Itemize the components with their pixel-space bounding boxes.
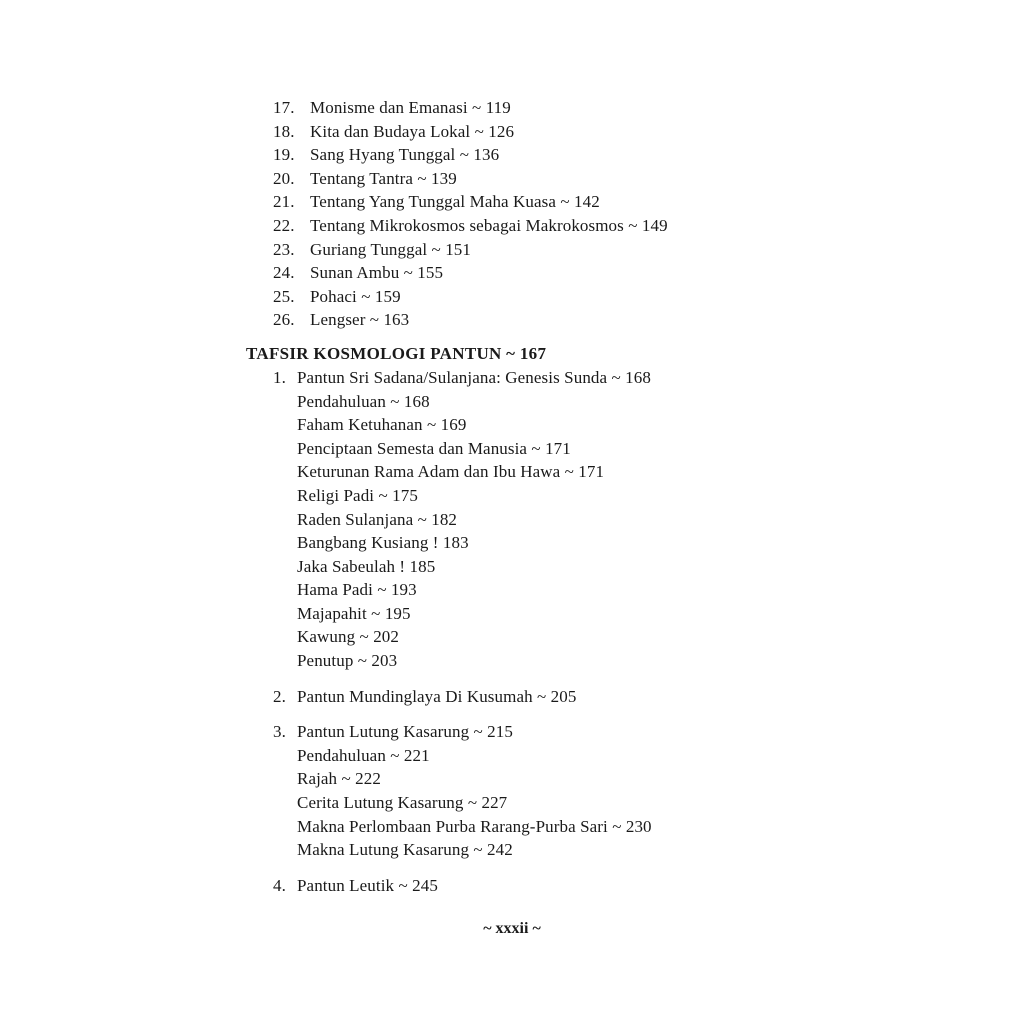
toc-subentry-title: Jaka Sabeulah ! 185 — [297, 556, 436, 576]
toc-subentry-title: Raden Sulanjana ~ 182 — [297, 509, 458, 529]
toc-subentry-title: Pendahuluan ~ 221 — [297, 745, 430, 765]
toc-chapter-title: Pantun Leutik ~ 245 — [297, 875, 438, 895]
toc-subentry — [0, 838, 1024, 862]
toc-entry-title: Sunan Ambu ~ 155 — [310, 263, 444, 283]
toc-entry — [0, 238, 1024, 262]
toc-subentry — [0, 791, 1024, 815]
toc-entry-number: 23. — [273, 239, 295, 259]
toc-chapter — [0, 720, 1024, 862]
toc-entry-number: 22. — [273, 215, 295, 235]
toc-entry-title: Pohaci ~ 159 — [310, 286, 401, 306]
toc-entry-number: 17. — [273, 98, 295, 117]
toc-subentry — [0, 767, 1024, 791]
toc-list-continued — [0, 96, 1024, 332]
toc-chapter-number: 4. — [273, 875, 286, 895]
toc-chapter-title: Pantun Sri Sadana/Sulanjana: Genesis Sunda ~ 168 — [297, 367, 651, 387]
toc-subentry — [0, 508, 1024, 532]
toc-subentry — [0, 555, 1024, 579]
toc-chapter — [0, 685, 1024, 709]
toc-subentry-title: Majapahit ~ 195 — [297, 603, 411, 623]
table-of-contents — [0, 96, 1024, 897]
toc-chapter-entry — [0, 874, 1024, 898]
toc-subentry-title: Makna Lutung Kasarung ~ 242 — [297, 840, 513, 860]
toc-subentry — [0, 578, 1024, 602]
chapter-spacer — [0, 673, 1024, 685]
toc-entry — [0, 167, 1024, 191]
toc-subentry-title: Faham Ketuhanan ~ 169 — [297, 415, 467, 435]
toc-subentry-title: Rajah ~ 222 — [297, 769, 381, 789]
toc-chapter-title: Pantun Lutung Kasarung ~ 215 — [297, 722, 513, 742]
toc-entry — [0, 285, 1024, 309]
toc-entry-number: 20. — [273, 168, 295, 188]
toc-entry-title: Kita dan Budaya Lokal ~ 126 — [310, 121, 515, 141]
toc-subentry — [0, 413, 1024, 437]
toc-entry — [0, 190, 1024, 214]
toc-chapter-number: 2. — [273, 686, 286, 706]
toc-subentry-title: Penciptaan Semesta dan Manusia ~ 171 — [297, 438, 571, 458]
toc-subentry — [0, 460, 1024, 484]
toc-subentry-title: Religi Padi ~ 175 — [297, 485, 418, 505]
toc-chapter-number: 1. — [273, 367, 286, 387]
toc-entry — [0, 143, 1024, 167]
section-heading: TAFSIR KOSMOLOGI PANTUN ~ 167 — [246, 343, 547, 363]
toc-chapter-number: 3. — [273, 722, 286, 742]
toc-chapter — [0, 366, 1024, 673]
toc-subentry — [0, 531, 1024, 555]
toc-subentry — [0, 815, 1024, 839]
toc-subentry-title: Cerita Lutung Kasarung ~ 227 — [297, 793, 508, 813]
toc-entry-number: 19. — [273, 145, 295, 165]
toc-entry-title: Tentang Tantra ~ 139 — [310, 168, 457, 188]
toc-subentry — [0, 484, 1024, 508]
toc-entry-number: 18. — [273, 121, 295, 141]
toc-entry-title: Tentang Mikrokosmos sebagai Makrokosmos ~ 149 — [310, 215, 668, 235]
toc-entry — [0, 214, 1024, 238]
chapter-spacer — [0, 708, 1024, 720]
toc-entry-title: Monisme dan Emanasi ~ 119 — [310, 98, 511, 117]
toc-entry-number: 24. — [273, 263, 295, 283]
toc-chapter-entry — [0, 720, 1024, 744]
chapter-spacer — [0, 862, 1024, 874]
toc-subentry-title: Penutup ~ 203 — [297, 651, 398, 671]
toc-subentry-title: Pendahuluan ~ 168 — [297, 391, 430, 411]
toc-subentry-title: Makna Perlombaan Purba Rarang-Purba Sari ~ 230 — [297, 816, 652, 836]
toc-entry-title: Guriang Tunggal ~ 151 — [310, 239, 472, 259]
toc-subentry — [0, 625, 1024, 649]
toc-subentry — [0, 649, 1024, 673]
toc-subentry-title: Hama Padi ~ 193 — [297, 580, 417, 600]
toc-subentry-title: Bangbang Kusiang ! 183 — [297, 533, 469, 553]
toc-entry-title: Tentang Yang Tunggal Maha Kuasa ~ 142 — [310, 192, 600, 212]
toc-subentry — [0, 744, 1024, 768]
toc-entry-title: Lengser ~ 163 — [310, 310, 410, 330]
toc-subentry — [0, 437, 1024, 461]
toc-subentry — [0, 602, 1024, 626]
toc-entry-number: 25. — [273, 286, 295, 306]
toc-chapter — [0, 874, 1024, 898]
toc-chapter-entry — [0, 685, 1024, 709]
toc-entry-number: 26. — [273, 310, 295, 330]
toc-subentry-title: Kawung ~ 202 — [297, 627, 399, 647]
toc-entry — [0, 261, 1024, 285]
toc-entry — [0, 120, 1024, 144]
page-number: ~ xxxii ~ — [483, 920, 541, 937]
toc-entry-number: 21. — [273, 192, 295, 212]
toc-entry — [0, 308, 1024, 332]
toc-entry-title: Sang Hyang Tunggal ~ 136 — [310, 145, 500, 165]
toc-chapter-title: Pantun Mundinglaya Di Kusumah ~ 205 — [297, 686, 577, 706]
toc-entry — [0, 96, 1024, 120]
toc-chapter-entry — [0, 366, 1024, 390]
toc-subentry — [0, 390, 1024, 414]
toc-subentry-title: Keturunan Rama Adam dan Ibu Hawa ~ 171 — [297, 462, 605, 482]
